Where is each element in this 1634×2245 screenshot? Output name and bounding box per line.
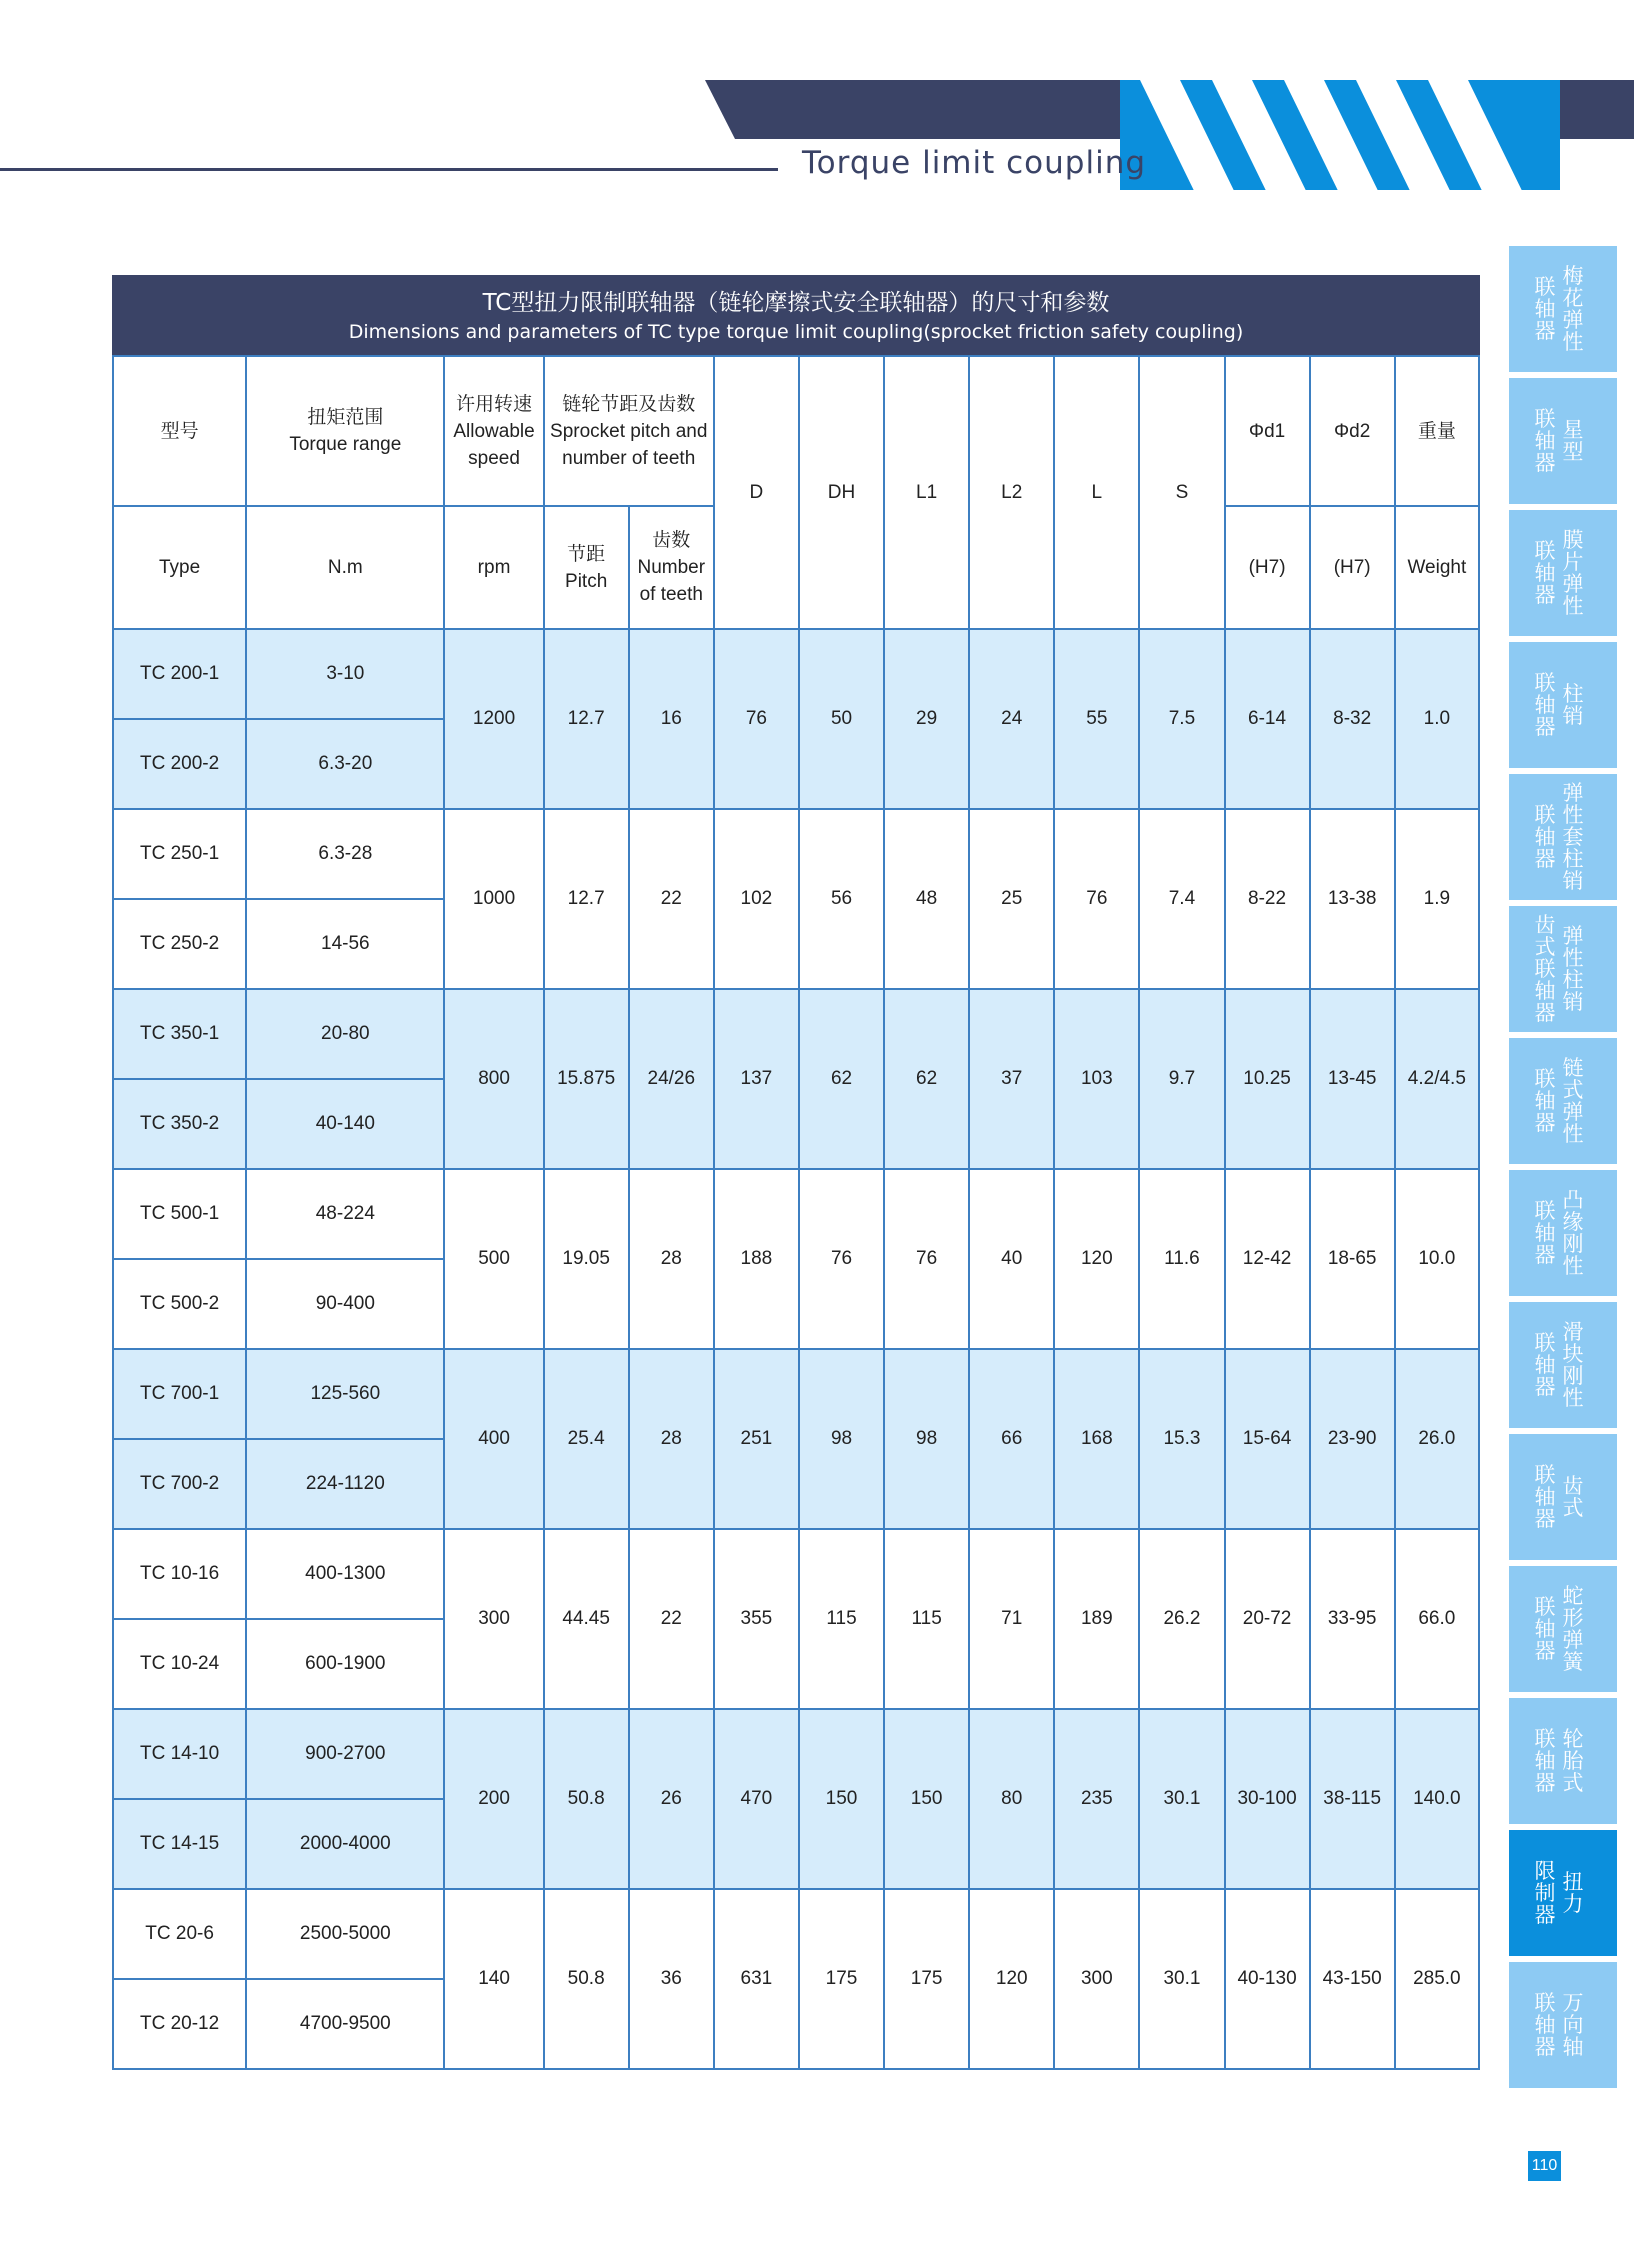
sidebar-tab-universal[interactable] xyxy=(1509,1962,1617,2088)
cell-d: 251 xyxy=(714,1349,799,1529)
col-d2-tol: (H7) xyxy=(1310,506,1395,629)
col-type-zh: 型号 xyxy=(113,356,246,506)
cell-l2: 66 xyxy=(969,1349,1054,1529)
table-title xyxy=(112,275,1480,355)
cell-d2: 13-38 xyxy=(1310,809,1395,989)
cell-l2: 120 xyxy=(969,1889,1054,2069)
col-pitch-zh: 节距 xyxy=(567,543,606,565)
cell-weight: 66.0 xyxy=(1395,1529,1479,1709)
cell-l: 120 xyxy=(1054,1169,1139,1349)
table-row xyxy=(113,629,1479,719)
table-title-en: Dimensions and parameters of TC type torque limit coupling(sprocket friction safety coupling) xyxy=(348,321,1244,343)
col-sprocket-en: Sprocket pitch and number of teeth xyxy=(550,420,708,469)
cell-l: 103 xyxy=(1054,989,1139,1169)
cell-dh: 115 xyxy=(799,1529,884,1709)
cell-pitch: 25.4 xyxy=(544,1349,629,1529)
sidebar-tab-label-b: 柱 销 xyxy=(1562,682,1584,728)
cell-d2: 23-90 xyxy=(1310,1349,1395,1529)
col-pitch xyxy=(544,506,629,629)
cell-torque: 224-1120 xyxy=(246,1439,444,1529)
cell-l2: 71 xyxy=(969,1529,1054,1709)
cell-teeth: 26 xyxy=(629,1709,714,1889)
cell-s: 30.1 xyxy=(1139,1709,1224,1889)
col-speed-en: Allowable speed xyxy=(453,420,535,469)
col-teeth-zh: 齿数 xyxy=(652,530,691,551)
table-row xyxy=(113,1349,1479,1439)
sidebar-tab-label-b: 扭 力 xyxy=(1562,1870,1584,1916)
page-number: 110 xyxy=(1528,2151,1561,2181)
cell-torque: 90-400 xyxy=(246,1259,444,1349)
cell-d1: 30-100 xyxy=(1225,1709,1310,1889)
cell-d2: 18-65 xyxy=(1310,1169,1395,1349)
cell-type: TC 500-1 xyxy=(113,1169,246,1259)
cell-d: 102 xyxy=(714,809,799,989)
sidebar-tab-label-b: 链 式 弹 性 xyxy=(1562,1056,1584,1146)
col-l2: L2 xyxy=(969,356,1054,629)
cell-teeth: 28 xyxy=(629,1169,714,1349)
cell-torque: 2500-5000 xyxy=(246,1889,444,1979)
cell-l2: 25 xyxy=(969,809,1054,989)
cell-s: 7.4 xyxy=(1139,809,1224,989)
cell-teeth: 16 xyxy=(629,629,714,809)
cell-d1: 20-72 xyxy=(1225,1529,1310,1709)
sidebar-tab-chain[interactable] xyxy=(1509,1038,1617,1164)
table-row xyxy=(113,989,1479,1079)
cell-type: TC 10-24 xyxy=(113,1619,246,1709)
sidebar-tab-diaphragm[interactable] xyxy=(1509,510,1617,636)
cell-d: 188 xyxy=(714,1169,799,1349)
sidebar-tab-label-a: 联 轴 器 xyxy=(1534,1199,1556,1267)
sidebar-tab-label-a: 联 轴 器 xyxy=(1534,1727,1556,1795)
cell-type: TC 20-6 xyxy=(113,1889,246,1979)
sidebar-tab-label-b: 万 向 轴 xyxy=(1562,1991,1584,2059)
sidebar-tab-flange[interactable] xyxy=(1509,1170,1617,1296)
cell-speed: 1200 xyxy=(444,629,543,809)
cell-weight: 140.0 xyxy=(1395,1709,1479,1889)
sidebar-tab-label-a: 联 轴 器 xyxy=(1534,1595,1556,1663)
sidebar-tab-label-b: 轮 胎 式 xyxy=(1562,1727,1584,1795)
col-torque-zh: 扭矩范围 xyxy=(307,407,384,428)
sidebar-tab-serpentine[interactable] xyxy=(1509,1566,1617,1692)
sidebar-tab-gear-pin[interactable] xyxy=(1509,906,1617,1032)
sidebar-tab-pin[interactable] xyxy=(1509,642,1617,768)
spec-table-body xyxy=(113,629,1479,2069)
col-teeth xyxy=(629,506,714,629)
sidebar-tab-label-a: 联 轴 器 xyxy=(1534,803,1556,871)
sidebar-tab-label-b: 星 型 xyxy=(1562,418,1584,464)
sidebar-tab-label-a: 联 轴 器 xyxy=(1534,1991,1556,2059)
col-sprocket-top xyxy=(544,356,714,506)
cell-type: TC 350-2 xyxy=(113,1079,246,1169)
cell-torque: 400-1300 xyxy=(246,1529,444,1619)
cell-speed: 200 xyxy=(444,1709,543,1889)
page-title: Torque limit coupling xyxy=(802,145,1147,181)
cell-torque: 20-80 xyxy=(246,989,444,1079)
cell-d1: 40-130 xyxy=(1225,1889,1310,2069)
cell-type: TC 350-1 xyxy=(113,989,246,1079)
cell-d2: 43-150 xyxy=(1310,1889,1395,2069)
cell-l1: 98 xyxy=(884,1349,969,1529)
cell-dh: 76 xyxy=(799,1169,884,1349)
col-torque-en: Torque range xyxy=(289,434,402,455)
cell-s: 11.6 xyxy=(1139,1169,1224,1349)
cell-pitch: 50.8 xyxy=(544,1889,629,2069)
cell-l: 235 xyxy=(1054,1709,1139,1889)
cell-l1: 175 xyxy=(884,1889,969,2069)
cell-l1: 62 xyxy=(884,989,969,1169)
cell-torque: 2000-4000 xyxy=(246,1799,444,1889)
col-d1-tol: (H7) xyxy=(1225,506,1310,629)
cell-d: 631 xyxy=(714,1889,799,2069)
cell-speed: 800 xyxy=(444,989,543,1169)
col-teeth-en: Number of teeth xyxy=(637,557,706,605)
cell-type: TC 200-2 xyxy=(113,719,246,809)
cell-pitch: 50.8 xyxy=(544,1709,629,1889)
cell-speed: 500 xyxy=(444,1169,543,1349)
col-s: S xyxy=(1139,356,1224,629)
col-type-en: Type xyxy=(113,506,246,629)
sidebar-tab-label-a: 联 轴 器 xyxy=(1534,671,1556,739)
cell-type: TC 700-2 xyxy=(113,1439,246,1529)
cell-l: 76 xyxy=(1054,809,1139,989)
sidebar-tab-label-b: 弹 性 套 柱 销 xyxy=(1562,781,1584,893)
col-speed-unit: rpm xyxy=(444,506,543,629)
sidebar-tab-label-a: 限 制 器 xyxy=(1534,1859,1556,1927)
sidebar-tab-slider[interactable] xyxy=(1509,1302,1617,1428)
cell-weight: 285.0 xyxy=(1395,1889,1479,2069)
cell-type: TC 14-10 xyxy=(113,1709,246,1799)
cell-d2: 13-45 xyxy=(1310,989,1395,1169)
col-torque-unit: N.m xyxy=(246,506,444,629)
spec-table xyxy=(112,355,1480,2070)
cell-l: 189 xyxy=(1054,1529,1139,1709)
col-d: D xyxy=(714,356,799,629)
cell-dh: 56 xyxy=(799,809,884,989)
cell-l2: 37 xyxy=(969,989,1054,1169)
cell-torque: 40-140 xyxy=(246,1079,444,1169)
cell-pitch: 12.7 xyxy=(544,809,629,989)
cell-d1: 12-42 xyxy=(1225,1169,1310,1349)
cell-s: 30.1 xyxy=(1139,1889,1224,2069)
cell-l1: 150 xyxy=(884,1709,969,1889)
col-weight-en: Weight xyxy=(1395,506,1479,629)
cell-s: 9.7 xyxy=(1139,989,1224,1169)
cell-s: 15.3 xyxy=(1139,1349,1224,1529)
sidebar-tab-label-a: 联 轴 器 xyxy=(1534,1463,1556,1531)
cell-l2: 24 xyxy=(969,629,1054,809)
sidebar-tab-label-a: 联 轴 器 xyxy=(1534,539,1556,607)
cell-s: 26.2 xyxy=(1139,1529,1224,1709)
col-d1: Φd1 xyxy=(1225,356,1310,506)
sidebar-tab-gear[interactable] xyxy=(1509,1434,1617,1560)
cell-teeth: 28 xyxy=(629,1349,714,1529)
cell-type: TC 200-1 xyxy=(113,629,246,719)
sidebar-tab-label-b: 膜 片 弹 性 xyxy=(1562,528,1584,618)
cell-d: 137 xyxy=(714,989,799,1169)
sidebar-tab-label-b: 梅 花 弹 性 xyxy=(1562,264,1584,354)
cell-d: 76 xyxy=(714,629,799,809)
table-row xyxy=(113,1889,1479,1979)
cell-pitch: 44.45 xyxy=(544,1529,629,1709)
category-sidebar xyxy=(1509,246,1617,2094)
cell-torque: 6.3-20 xyxy=(246,719,444,809)
cell-weight: 10.0 xyxy=(1395,1169,1479,1349)
sidebar-tab-tyre[interactable] xyxy=(1509,1698,1617,1824)
sidebar-tab-label-a: 联 轴 器 xyxy=(1534,1331,1556,1399)
table-row xyxy=(113,1709,1479,1799)
sidebar-tab-plum[interactable] xyxy=(1509,246,1617,372)
cell-torque: 4700-9500 xyxy=(246,1979,444,2069)
col-l: L xyxy=(1054,356,1139,629)
cell-speed: 1000 xyxy=(444,809,543,989)
cell-teeth: 22 xyxy=(629,1529,714,1709)
cell-torque: 6.3-28 xyxy=(246,809,444,899)
cell-pitch: 15.875 xyxy=(544,989,629,1169)
cell-weight: 4.2/4.5 xyxy=(1395,989,1479,1169)
cell-type: TC 20-12 xyxy=(113,1979,246,2069)
cell-type: TC 14-15 xyxy=(113,1799,246,1889)
sidebar-tab-label-b: 弹 性 柱 销 xyxy=(1562,924,1584,1014)
cell-pitch: 19.05 xyxy=(544,1169,629,1349)
cell-d: 355 xyxy=(714,1529,799,1709)
cell-type: TC 10-16 xyxy=(113,1529,246,1619)
col-pitch-en: Pitch xyxy=(565,570,608,592)
sidebar-tab-label-b: 滑 块 刚 性 xyxy=(1562,1320,1584,1410)
table-row xyxy=(113,809,1479,899)
sidebar-tab-label-b: 齿 式 xyxy=(1562,1474,1584,1520)
cell-s: 7.5 xyxy=(1139,629,1224,809)
cell-teeth: 22 xyxy=(629,809,714,989)
cell-torque: 3-10 xyxy=(246,629,444,719)
cell-type: TC 250-1 xyxy=(113,809,246,899)
sidebar-tab-label-a: 联 轴 器 xyxy=(1534,407,1556,475)
cell-d: 470 xyxy=(714,1709,799,1889)
cell-l2: 40 xyxy=(969,1169,1054,1349)
table-row xyxy=(113,1529,1479,1619)
cell-d2: 8-32 xyxy=(1310,629,1395,809)
cell-type: TC 250-2 xyxy=(113,899,246,989)
cell-d2: 33-95 xyxy=(1310,1529,1395,1709)
cell-speed: 140 xyxy=(444,1889,543,2069)
cell-dh: 150 xyxy=(799,1709,884,1889)
sidebar-tab-label-a: 联 轴 器 xyxy=(1534,275,1556,343)
sidebar-tab-label-a: 联 轴 器 xyxy=(1534,1067,1556,1135)
col-d2: Φd2 xyxy=(1310,356,1395,506)
sidebar-tab-star[interactable] xyxy=(1509,378,1617,504)
cell-l: 300 xyxy=(1054,1889,1139,2069)
sidebar-tab-torque-limit[interactable] xyxy=(1509,1830,1617,1956)
cell-type: TC 700-1 xyxy=(113,1349,246,1439)
cell-d1: 10.25 xyxy=(1225,989,1310,1169)
col-speed-zh: 许用转速 xyxy=(456,393,533,415)
cell-d1: 8-22 xyxy=(1225,809,1310,989)
cell-dh: 50 xyxy=(799,629,884,809)
cell-torque: 600-1900 xyxy=(246,1619,444,1709)
table-title-zh: TC型扭力限制联轴器（链轮摩擦式安全联轴器）的尺寸和参数 xyxy=(482,290,1110,316)
cell-l: 168 xyxy=(1054,1349,1139,1529)
cell-l1: 115 xyxy=(884,1529,969,1709)
cell-l2: 80 xyxy=(969,1709,1054,1889)
cell-pitch: 12.7 xyxy=(544,629,629,809)
header-row-top xyxy=(113,356,1479,506)
cell-dh: 98 xyxy=(799,1349,884,1529)
col-dh: DH xyxy=(799,356,884,629)
cell-speed: 400 xyxy=(444,1349,543,1529)
cell-d2: 38-115 xyxy=(1310,1709,1395,1889)
cell-torque: 48-224 xyxy=(246,1169,444,1259)
cell-speed: 300 xyxy=(444,1529,543,1709)
col-weight-zh: 重量 xyxy=(1395,356,1479,506)
col-sprocket-zh: 链轮节距及齿数 xyxy=(562,393,696,415)
cell-l1: 48 xyxy=(884,809,969,989)
cell-type: TC 500-2 xyxy=(113,1259,246,1349)
cell-dh: 175 xyxy=(799,1889,884,2069)
cell-dh: 62 xyxy=(799,989,884,1169)
cell-l: 55 xyxy=(1054,629,1139,809)
header-rule xyxy=(0,168,778,171)
cell-l1: 29 xyxy=(884,629,969,809)
col-l1: L1 xyxy=(884,356,969,629)
sidebar-tab-label-b: 蛇 形 弹 簧 xyxy=(1562,1584,1584,1674)
sidebar-tab-sleeve-pin[interactable] xyxy=(1509,774,1617,900)
cell-weight: 1.0 xyxy=(1395,629,1479,809)
cell-l1: 76 xyxy=(884,1169,969,1349)
col-speed-top xyxy=(444,356,543,506)
cell-d1: 6-14 xyxy=(1225,629,1310,809)
cell-teeth: 36 xyxy=(629,1889,714,2069)
cell-torque: 14-56 xyxy=(246,899,444,989)
sidebar-tab-label-a: 齿 式 联 轴 器 xyxy=(1534,913,1556,1025)
cell-teeth: 24/26 xyxy=(629,989,714,1169)
cell-torque: 125-560 xyxy=(246,1349,444,1439)
cell-weight: 26.0 xyxy=(1395,1349,1479,1529)
table-row xyxy=(113,1169,1479,1259)
sidebar-tab-label-b: 凸 缘 刚 性 xyxy=(1562,1188,1584,1278)
cell-d1: 15-64 xyxy=(1225,1349,1310,1529)
cell-weight: 1.9 xyxy=(1395,809,1479,989)
col-torque-top xyxy=(246,356,444,506)
cell-torque: 900-2700 xyxy=(246,1709,444,1799)
